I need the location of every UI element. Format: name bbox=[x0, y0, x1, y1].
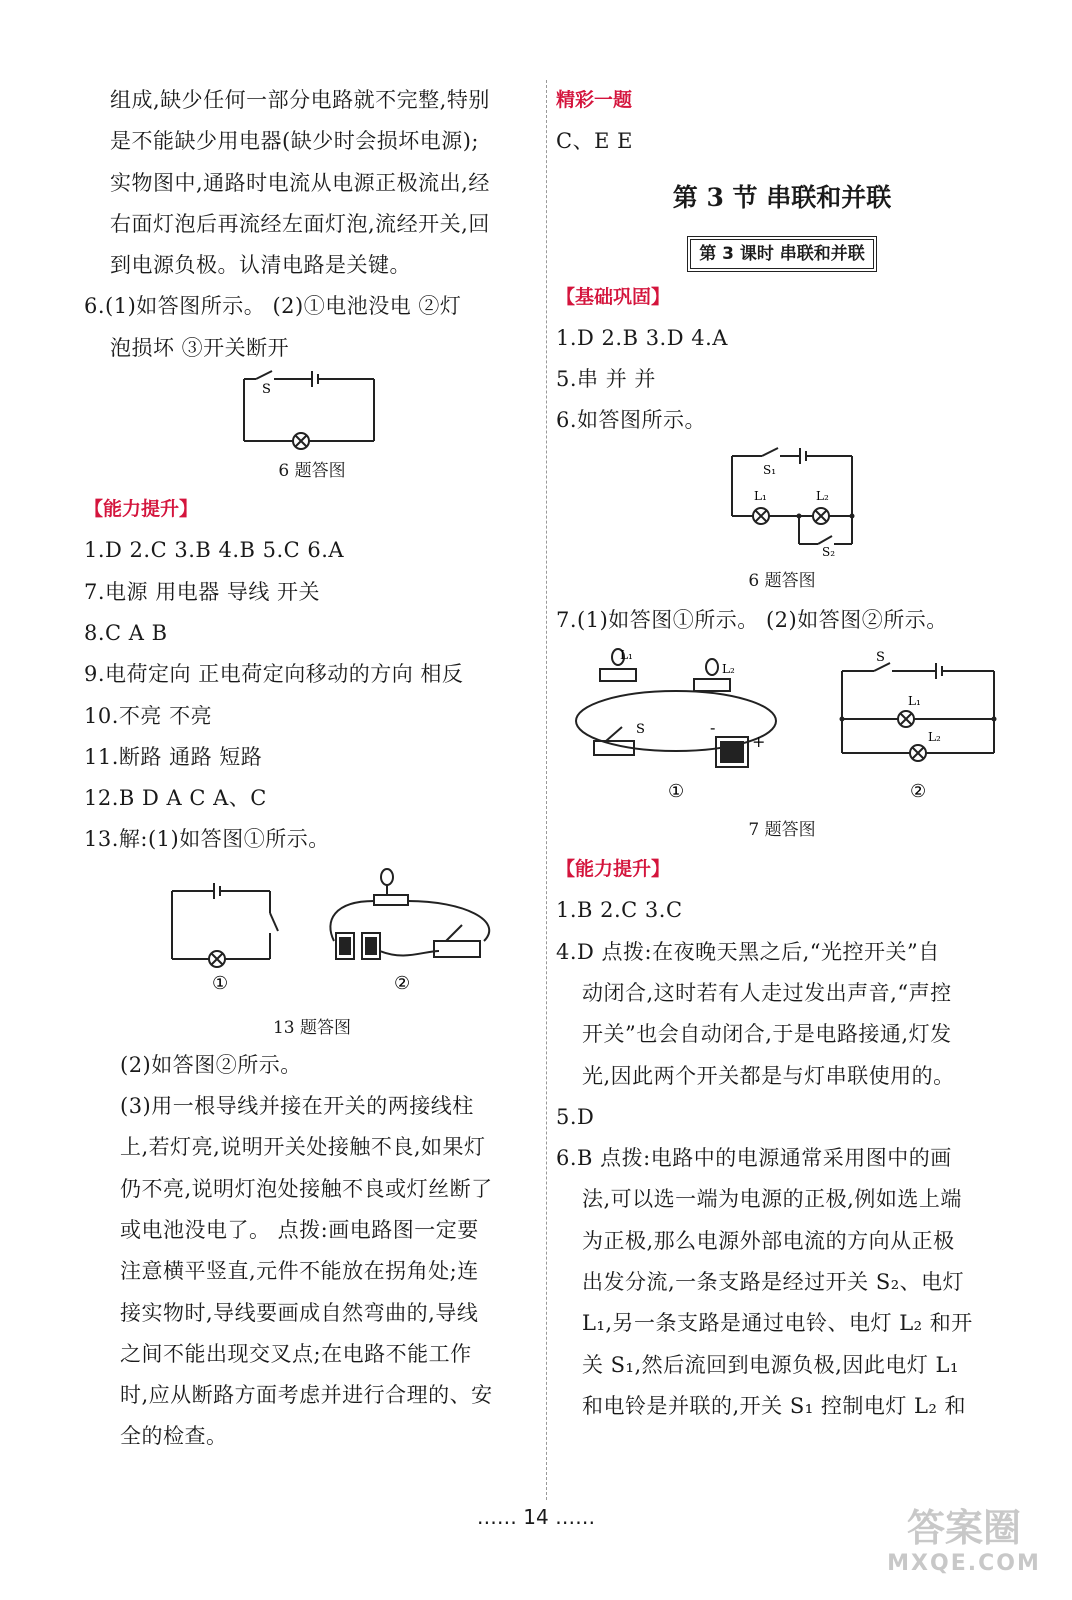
answer-line: 11.断路 通路 短路 bbox=[84, 744, 263, 769]
answer-line: 4.D 点拨:在夜晚天黑之后,“光控开关”自 bbox=[556, 939, 940, 964]
section-ability-right: 【能力提升】 bbox=[556, 858, 671, 881]
right-column bbox=[556, 80, 1008, 1427]
fig6-right bbox=[556, 442, 1008, 562]
text-line: 注意横平竖直,元件不能放在拐角处;连 bbox=[120, 1259, 479, 1284]
section-basic: 【基础巩固】 bbox=[556, 285, 671, 308]
lesson-title: 第 3 课时 串联和并联 bbox=[690, 239, 874, 269]
section-title: 第 3 节 串联和并联 bbox=[672, 182, 892, 212]
text-line: (3)用一根导线并接在开关的两接线柱 bbox=[120, 1094, 474, 1119]
text-line: 光,因此两个开关都是与灯串联使用的。 bbox=[582, 1063, 955, 1088]
answer-line: 13.解:(1)如答图①所示。 bbox=[84, 827, 330, 852]
text-line: 出发分流,一条支路是经过开关 S₂、电灯 bbox=[582, 1270, 965, 1295]
answer-line: 5.D bbox=[556, 1104, 595, 1129]
answer-line: 8.C A B bbox=[84, 620, 168, 645]
fig7-label-minus: - bbox=[710, 718, 716, 738]
text-line: 关 S₁,然后流回到电源负极,因此电灯 L₁ bbox=[582, 1352, 959, 1377]
answer-line: 6.B 点拨:电路中的电源通常采用图中的画 bbox=[556, 1146, 952, 1171]
answer-line: 1.B 2.C 3.C bbox=[556, 898, 683, 923]
q7-answer: 7.(1)如答图①所示。 (2)如答图②所示。 bbox=[556, 607, 948, 632]
page-number: …… 14 …… bbox=[476, 1505, 596, 1529]
section-ability: 【能力提升】 bbox=[84, 498, 199, 521]
text-line: 时,应从断路方面考虑并进行合理的、安 bbox=[120, 1383, 493, 1408]
watermark-line2: MXQE.COM bbox=[887, 1551, 1041, 1576]
answer-line: 10.不亮 不亮 bbox=[84, 703, 213, 728]
text-line: 接实物时,导线要画成自然弯曲的,导线 bbox=[120, 1300, 479, 1325]
fig13-diagrams bbox=[84, 861, 540, 1011]
intro-paragraph bbox=[84, 80, 540, 286]
fig7-label-plus: + bbox=[752, 732, 766, 752]
text-line: 或电池没电了。 点拨:画电路图一定要 bbox=[120, 1217, 479, 1242]
featured-answer: C、E E bbox=[556, 129, 633, 154]
answer-line: 1.D 2.B 3.D 4.A bbox=[556, 325, 728, 350]
fig6-right-caption: 6 题答图 bbox=[748, 570, 816, 591]
fig7-diagrams bbox=[556, 641, 1008, 811]
q6-answer-cont: 泡损坏 ③开关断开 bbox=[110, 335, 290, 360]
fig6-parallel-circuit bbox=[556, 442, 1008, 562]
answer-line: 5.串 并 并 bbox=[556, 367, 656, 392]
section-featured: 精彩一题 bbox=[556, 89, 633, 111]
fig6-circuit bbox=[84, 369, 540, 453]
fig7-label-1: ① bbox=[668, 781, 685, 803]
text-line: 组成,缺少任何一部分电路就不完整,特别 bbox=[110, 88, 490, 112]
text-line: 到电源负极。认清电路是关键。 bbox=[110, 253, 411, 278]
fig7-label-s-sketch: S bbox=[636, 722, 645, 738]
fig13-caption: 13 题答图 bbox=[272, 1017, 352, 1038]
q13-continuation bbox=[84, 1045, 540, 1458]
fig7 bbox=[556, 641, 1008, 811]
watermark-line1: 答案圈 bbox=[906, 1506, 1021, 1550]
text-line: 是不能缺少用电器(缺少时会损坏电源); bbox=[110, 129, 479, 154]
left-column bbox=[84, 80, 540, 1458]
text-line: 上,若灯亮,说明开关处接触不良,如果灯 bbox=[120, 1135, 486, 1160]
fig6-circuit-diagram bbox=[84, 369, 540, 453]
answer-line: 1.D 2.C 3.B 4.B 5.C 6.A bbox=[84, 538, 345, 563]
q6-answer: 6.(1)如答图所示。 (2)①电池没电 ②灯 bbox=[84, 294, 462, 319]
switch-label: S bbox=[262, 382, 271, 398]
watermark-logo bbox=[874, 1505, 1054, 1590]
fig13-label-2: ② bbox=[394, 972, 411, 994]
text-line: (2)如答图②所示。 bbox=[120, 1052, 302, 1077]
text-line: L₁,另一条支路是通过电铃、电灯 L₂ 和开 bbox=[582, 1311, 973, 1336]
fig7-label-l2: L₂ bbox=[722, 662, 735, 677]
fig6-label-l2: L₂ bbox=[816, 488, 829, 503]
fig7-label-l1: L₁ bbox=[620, 648, 633, 663]
text-line: 为正极,那么电源外部电流的方向从正极 bbox=[582, 1228, 955, 1253]
fig7-label-2: ② bbox=[910, 781, 927, 803]
answer-line: 6.如答图所示。 bbox=[556, 408, 707, 433]
answer-line: 7.电源 用电器 导线 开关 bbox=[84, 579, 321, 604]
text-line: 之间不能出现交叉点;在电路不能工作 bbox=[120, 1341, 472, 1366]
text-line: 实物图中,通路时电流从电源正极流出,经 bbox=[110, 170, 490, 195]
lesson-title-box bbox=[556, 233, 1008, 277]
fig6-label-s2: S₂ bbox=[822, 544, 836, 559]
column-divider bbox=[546, 80, 547, 1500]
fig6-caption: 6 题答图 bbox=[278, 461, 346, 482]
fig7-caption: 7 题答图 bbox=[748, 820, 816, 841]
fig7-label-l1-circuit: L₁ bbox=[908, 694, 921, 709]
fig6-label-l1: L₁ bbox=[754, 488, 767, 503]
fig7-label-l2-circuit: L₂ bbox=[928, 730, 941, 745]
text-line: 法,可以选一端为电源的正极,例如选上端 bbox=[582, 1187, 962, 1212]
text-line: 全的检查。 bbox=[120, 1424, 228, 1449]
text-line: 动闭合,这时若有人走过发出声音,“声控 bbox=[582, 980, 952, 1005]
fig6-label-s1: S₁ bbox=[763, 462, 777, 477]
text-line: 仍不亮,说明灯泡处接触不良或灯丝断了 bbox=[120, 1176, 493, 1201]
fig13 bbox=[84, 861, 540, 1011]
text-line: 和电铃是并联的,开关 S₁ 控制电灯 L₂ 和 bbox=[582, 1393, 967, 1418]
answer-line: 9.电荷定向 正电荷定向移动的方向 相反 bbox=[84, 662, 464, 687]
text-line: 右面灯泡后再流经左面灯泡,流经开关,回 bbox=[110, 211, 490, 236]
fig7-label-s-circuit: S bbox=[876, 650, 885, 666]
fig13-label-1: ① bbox=[212, 972, 229, 994]
answer-line: 12.B D A C A、C bbox=[84, 786, 267, 811]
text-line: 开关”也会自动闭合,于是电路接通,灯发 bbox=[582, 1022, 952, 1047]
